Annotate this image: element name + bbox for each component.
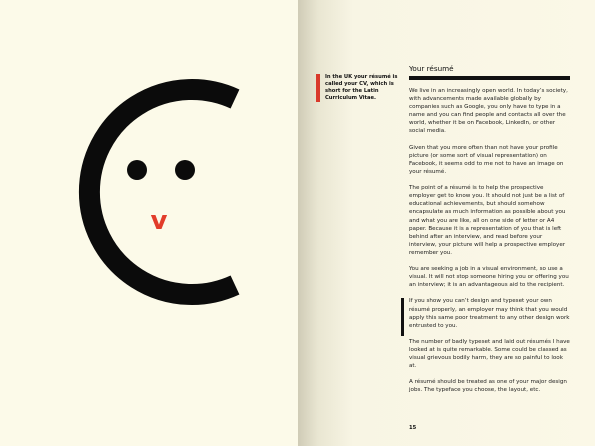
letter-c-shape bbox=[89, 89, 235, 294]
pull-quote bbox=[409, 297, 570, 329]
paragraph: The point of a résumé is to help the prospective employer get to know you. It should not just be a list of educational achievements, but should somehow encapsulate as much information as possible about you and what you are like, all on one side of letter or A4 paper. Because it is a representation of you that is left behind after an interview, and read before your interview, your picture will help a prospective employer remember you. bbox=[409, 185, 566, 256]
page-number: 15 bbox=[409, 425, 417, 431]
sidenote-text: In the UK your résumé is called your CV, which is short for the Latin Curriculum Vitae. bbox=[325, 74, 398, 101]
quote-bar bbox=[401, 298, 404, 336]
pull-quote-text: If you show you can’t design and typeset your own résumé properly, an employer may think that you would apply this same poor treatment to any other design work entrusted to you. bbox=[409, 298, 570, 329]
paragraph: We live in an increasingly open world. In today’s society, with advancements made available globally by companies such as Google, you only have to type in a name and you can find people and contacts all over the world, whether it be on Facebook, LinkedIn, or other social media. bbox=[409, 88, 568, 135]
paragraph: A résumé should be treated as one of your major design jobs. The typeface you choose, the layout, etc. bbox=[409, 379, 567, 394]
section-title: Your résumé bbox=[409, 64, 454, 73]
title-rule bbox=[409, 76, 570, 80]
paragraph: You are seeking a job in a visual environment, so use a visual. It will not stop someone hiring you or offering you an interview; it is an advantageous aid to the recipient. bbox=[409, 266, 569, 289]
article-column bbox=[409, 64, 570, 403]
sidenote bbox=[316, 74, 405, 102]
paragraph: Given that you more often than not have your profile picture (or some sort of visual representation) on Facebook, it seems odd to me not to have an image on your résumé. bbox=[409, 144, 564, 175]
left-eye-icon bbox=[127, 160, 147, 180]
right-eye-icon bbox=[175, 160, 195, 180]
paragraph: The number of badly typeset and laid out résumés I have looked at is quite remarkable. Some could be classed as visual grievous bodily harm, they are so painful to look at. bbox=[409, 338, 570, 370]
beak-letter: v bbox=[150, 206, 168, 236]
